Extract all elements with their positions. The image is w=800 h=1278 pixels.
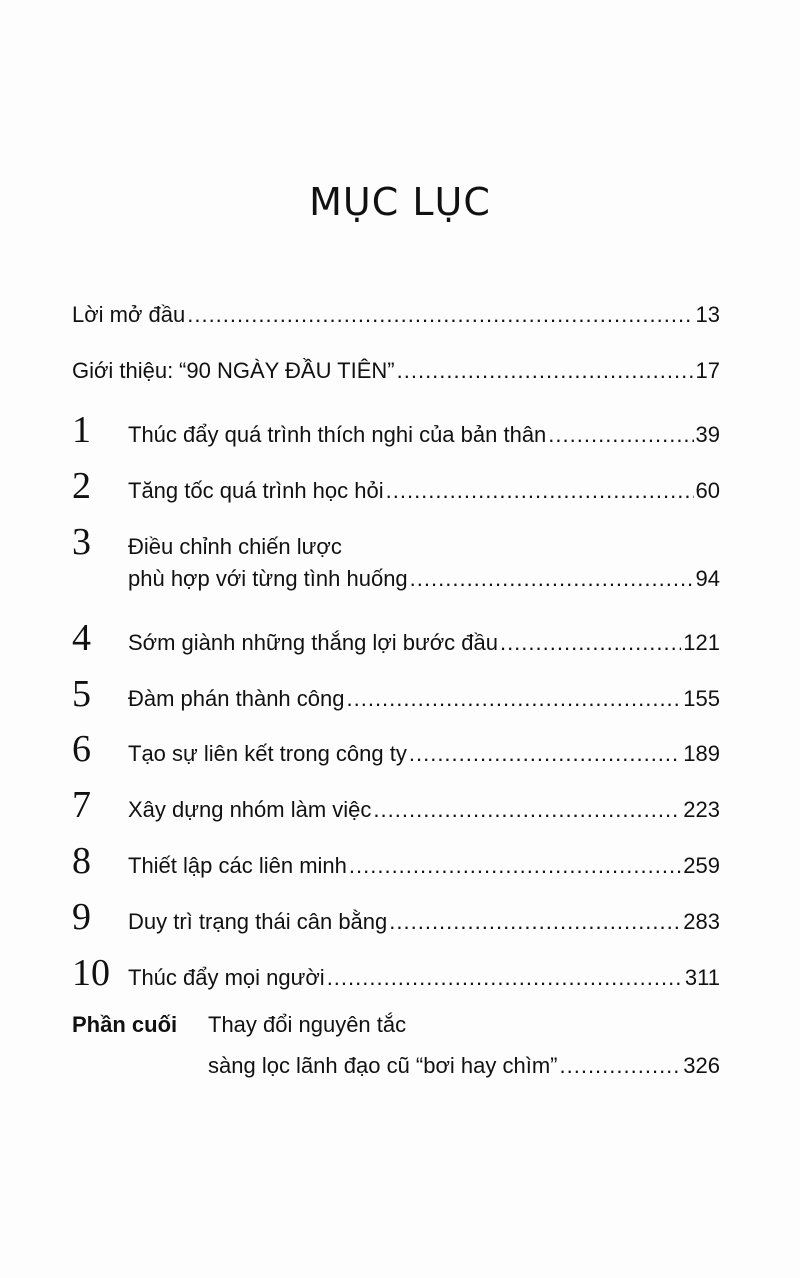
toc-entry-label: Sớm giành những thắng lợi bước đầu: [128, 630, 498, 655]
chapter-number: 8: [72, 840, 91, 882]
toc-entry-label: Thúc đẩy quá trình thích nghi của bản thân: [128, 422, 547, 447]
leader-dots: [389, 909, 681, 935]
toc-entry-prefix: Phần cuối: [72, 1012, 178, 1037]
toc-entry-label: Tăng tốc quá trình học hỏi: [128, 478, 384, 503]
toc-entry-label: Tạo sự liên kết trong công ty: [128, 741, 407, 766]
toc-entry-chapter-7[interactable]: [72, 784, 720, 826]
leader-dots: [386, 478, 694, 504]
toc-page-number: 13: [695, 302, 720, 327]
toc-entry-chapter-1[interactable]: [72, 409, 720, 451]
toc-entry-intro[interactable]: [72, 358, 720, 392]
leader-dots: [349, 853, 681, 879]
toc-entry-label: Điều chỉnh chiến lược: [128, 534, 342, 559]
leader-dots: [409, 741, 681, 767]
toc-entry-label: sàng lọc lãnh đạo cũ “bơi hay chìm”: [208, 1053, 558, 1078]
chapter-number: 3: [72, 521, 91, 563]
toc-page-number: 94: [695, 566, 720, 591]
leader-dots: [548, 422, 693, 448]
toc-entry-label: phù hợp với từng tình huống: [128, 566, 408, 591]
toc-page-number: 17: [695, 358, 720, 383]
chapter-number: 10: [72, 952, 110, 994]
leader-dots: [347, 686, 682, 712]
toc-entry-chapter-9[interactable]: [72, 896, 720, 938]
toc-entry-label: Thay đổi nguyên tắc: [208, 1012, 407, 1037]
toc-page-number: 259: [683, 853, 720, 878]
leader-dots: [327, 965, 683, 991]
chapter-number: 9: [72, 896, 91, 938]
toc-entry-label: Lời mở đầu: [72, 302, 186, 327]
toc-entry-chapter-8[interactable]: [72, 840, 720, 882]
toc-page-number: 121: [683, 630, 720, 655]
toc-page-number: 223: [683, 797, 720, 822]
page-title: MỤC LỤC: [309, 180, 491, 224]
toc-entry-label: Thúc đẩy mọi người: [128, 965, 325, 990]
chapter-number: 4: [72, 617, 91, 659]
toc-entry-label: Duy trì trạng thái cân bằng: [128, 909, 388, 934]
toc-page-number: 155: [683, 686, 720, 711]
chapter-number: 7: [72, 784, 91, 826]
toc-entry-label: Đàm phán thành công: [128, 686, 345, 711]
toc-entry-prefix: Giới thiệu:: [72, 358, 174, 383]
toc-entry-label: “90 NGÀY ĐẦU TIÊN”: [179, 358, 395, 383]
toc-entry-chapter-5[interactable]: [72, 673, 720, 715]
toc-entry-chapter-4[interactable]: [72, 617, 720, 659]
chapter-number: 5: [72, 673, 91, 715]
toc-entry-chapter-3-continued[interactable]: [72, 566, 720, 600]
toc-entry-chapter-3[interactable]: [72, 521, 720, 563]
toc-entry-label: Xây dựng nhóm làm việc: [128, 797, 372, 822]
toc-entry-chapter-6[interactable]: [72, 728, 720, 770]
toc-entry-chapter-10[interactable]: [72, 952, 720, 994]
leader-dots: [187, 302, 693, 328]
toc-page-number: 60: [695, 478, 720, 503]
leader-dots: [560, 1053, 682, 1079]
chapter-number: 1: [72, 409, 91, 451]
chapter-number: 6: [72, 728, 91, 770]
toc-entry-chapter-2[interactable]: [72, 465, 720, 507]
toc-entry-final-continued[interactable]: [72, 1053, 720, 1087]
toc-page-number: 283: [683, 909, 720, 934]
toc-page-number: 326: [683, 1053, 720, 1078]
toc-entry-final[interactable]: [72, 1012, 720, 1046]
chapter-number: 2: [72, 465, 91, 507]
toc-entry-preface[interactable]: [72, 302, 720, 336]
leader-dots: [410, 566, 694, 592]
toc-page-number: 39: [695, 422, 720, 447]
leader-dots: [500, 630, 681, 656]
leader-dots: [373, 797, 681, 823]
toc-page-number: 189: [683, 741, 720, 766]
leader-dots: [397, 358, 694, 384]
toc-entry-label: Thiết lập các liên minh: [128, 853, 347, 878]
toc-page-number: 311: [684, 965, 720, 990]
